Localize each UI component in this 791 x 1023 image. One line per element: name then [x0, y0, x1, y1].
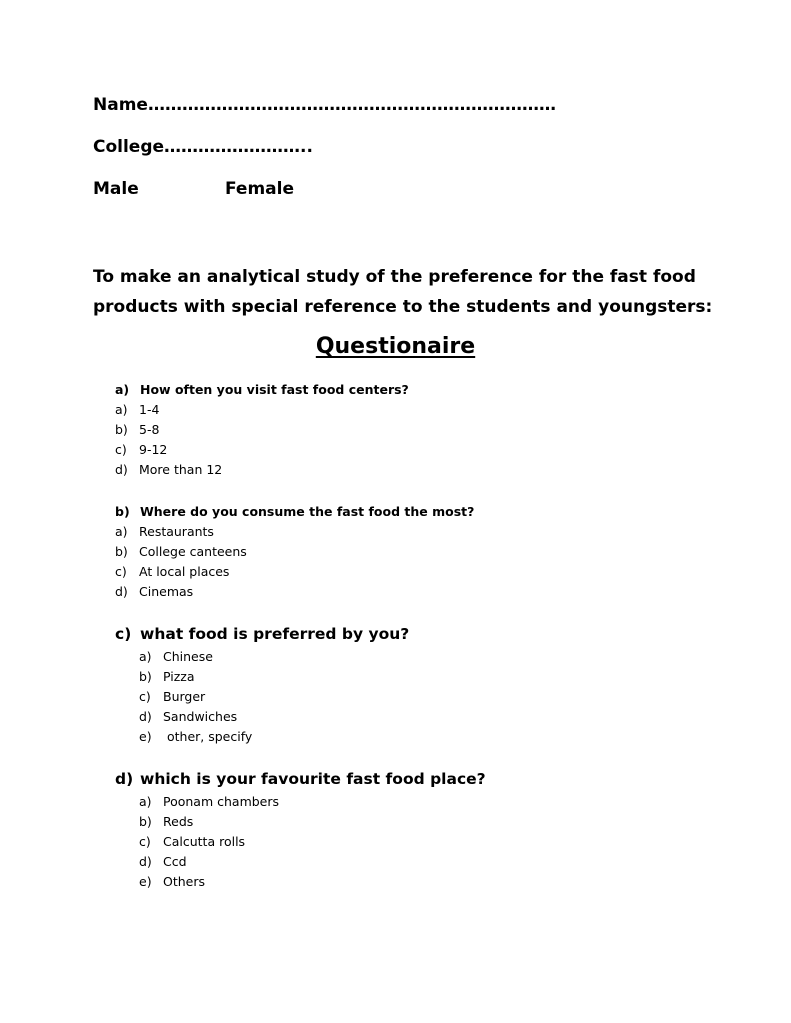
option-item — [115, 562, 247, 582]
option-item — [115, 400, 222, 420]
option-marker: c) — [139, 689, 151, 704]
question-text: which is your favourite fast food place? — [140, 770, 486, 788]
option-marker: c) — [115, 442, 127, 457]
option-text: Ccd — [163, 854, 187, 869]
option-item — [139, 727, 252, 747]
option-text: Sandwiches — [163, 709, 238, 724]
option-marker: a) — [139, 649, 152, 664]
option-text: 5-8 — [139, 422, 160, 437]
question-b — [115, 504, 474, 519]
option-item — [115, 420, 222, 440]
option-item — [139, 792, 279, 812]
question-marker: a) — [115, 382, 130, 397]
question-marker: b) — [115, 504, 130, 519]
option-item — [139, 812, 279, 832]
option-marker: a) — [115, 524, 128, 539]
option-item — [115, 542, 247, 562]
option-item — [139, 832, 279, 852]
question-c — [115, 625, 409, 643]
question-text: what food is preferred by you? — [140, 625, 410, 643]
option-text: Others — [163, 874, 206, 889]
question-text: Where do you consume the fast food the most? — [140, 504, 475, 519]
option-text: Restaurants — [139, 524, 214, 539]
option-text: Chinese — [163, 649, 213, 664]
option-marker: b) — [115, 544, 128, 559]
intro-line-2: products with special reference to the students and youngsters: — [93, 297, 713, 317]
option-marker: a) — [139, 794, 152, 809]
question-d-options — [139, 792, 279, 892]
option-marker: e) — [139, 729, 152, 744]
option-text: other, specify — [163, 729, 253, 744]
option-text: Cinemas — [139, 584, 194, 599]
question-marker: c) — [115, 625, 132, 643]
option-item — [115, 460, 222, 480]
option-text: At local places — [139, 564, 230, 579]
question-marker: d) — [115, 770, 134, 788]
option-marker: b) — [139, 814, 152, 829]
option-item — [139, 647, 252, 667]
option-text: Reds — [163, 814, 194, 829]
female-option-label: Female — [225, 179, 294, 199]
question-d — [115, 770, 486, 788]
option-item — [139, 687, 252, 707]
option-text: Calcutta rolls — [163, 834, 246, 849]
intro-text — [93, 262, 753, 322]
option-text: 9-12 — [139, 442, 168, 457]
page-title: Questionaire — [315, 334, 476, 359]
option-marker: d) — [115, 584, 128, 599]
option-marker: d) — [139, 854, 152, 869]
option-marker: c) — [115, 564, 127, 579]
intro-line-1: To make an analytical study of the preference for the fast food — [93, 267, 696, 287]
option-item — [115, 582, 247, 602]
option-item — [115, 440, 222, 460]
option-marker: d) — [139, 709, 152, 724]
option-text: More than 12 — [139, 462, 223, 477]
option-marker: b) — [115, 422, 128, 437]
question-a-options — [115, 400, 222, 480]
option-item — [139, 872, 279, 892]
option-item — [139, 852, 279, 872]
option-marker: e) — [139, 874, 152, 889]
question-text: How often you visit fast food centers? — [140, 382, 409, 397]
question-a — [115, 382, 409, 397]
option-text: Poonam chambers — [163, 794, 280, 809]
option-item — [139, 667, 252, 687]
option-marker: b) — [139, 669, 152, 684]
option-text: Burger — [163, 689, 206, 704]
option-item — [115, 522, 247, 542]
option-marker: a) — [115, 402, 128, 417]
option-marker: c) — [139, 834, 151, 849]
option-marker: d) — [115, 462, 128, 477]
option-item — [139, 707, 252, 727]
option-text: 1-4 — [139, 402, 160, 417]
question-c-options — [139, 647, 252, 747]
option-text: Pizza — [163, 669, 195, 684]
college-field-label: College…………………….. — [93, 137, 313, 157]
name-field-label: Name……………………………………………………………… — [93, 95, 556, 115]
option-text: College canteens — [139, 544, 247, 559]
question-b-options — [115, 522, 247, 602]
male-option-label: Male — [93, 179, 139, 199]
